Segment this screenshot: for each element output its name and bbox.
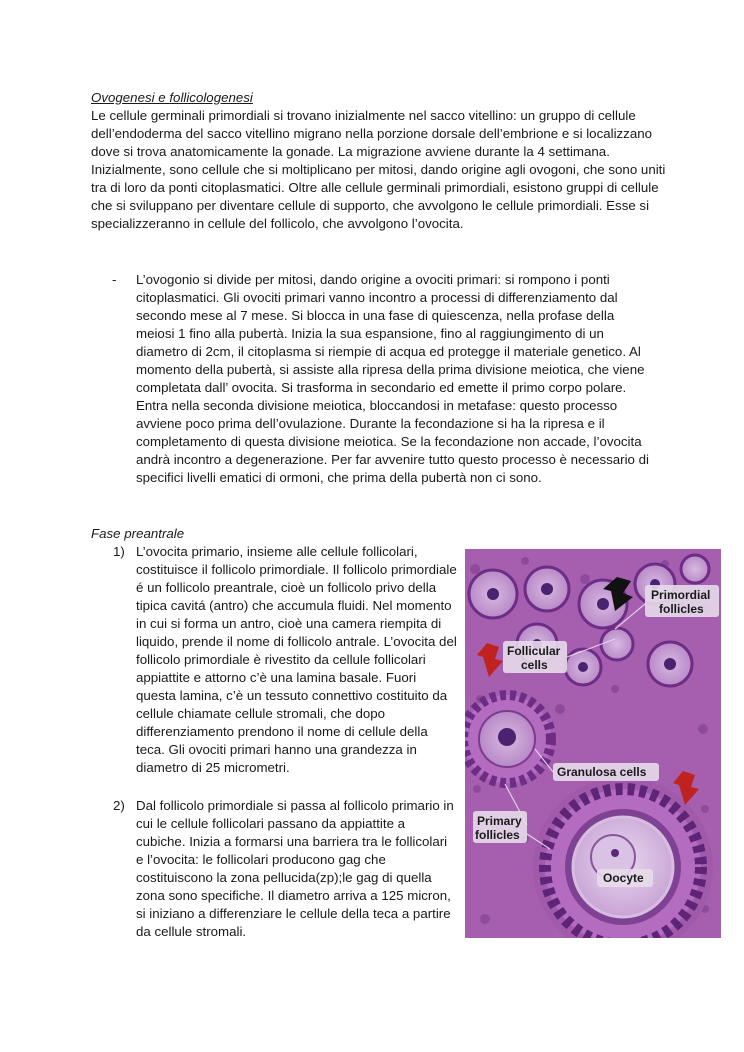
label-primordial: Primordial (651, 588, 711, 602)
list-item-text: L’ovocita primario, insieme alle cellule follicolari, costituisce il follicolo primordiale. Il follicolo primordiale é un follicolo preantrale, cioè un follicolo privo della tipica cavitá (antro) che accumula fluidi. Nel momento in cui si forma un antro, cioè una camera riempita di liquido, prende il nome di follicolo antrale. L’ovocita del follicolo primordiale è rivestito da cellule follicolari appiattite e attorno c’è una lamina basale. Fuori questa lamina, c’è un tessuto connettivo costituito da cellule chiamate cellule stromali, che dopo differenziamento prendono il nome di cellule della teca. Gli ovociti primari hanno una grandezza in diametro di 25 micrometri. (136, 544, 457, 775)
histology-micrograph (465, 549, 721, 938)
label-primary-follicles: follicles (475, 828, 520, 842)
list-item-number: 1) (113, 544, 125, 559)
label-primary: Primary (477, 814, 522, 828)
label-oocyte: Oocyte (603, 871, 644, 885)
bullet-marker: - (112, 272, 117, 287)
intro-paragraph: Le cellule germinali primordiali si trovano inizialmente nel sacco vitellino: un gruppo di cellule dell’endoderma del sacco vitellino migrano nella porzione dorsale dell’embrione e si localizzano dove si trova anatomicamente la gonade. La migrazione avviene durante la 4 settimana. Inizialmente, sono cellule che si moltiplicano per mitosi, dando origine agli ovogoni, che sono uniti tra di loro da ponti citoplasmatici. Oltre alle cellule germinali primordiali, esistono gruppi di cellule che si sviluppano per diventare cellule di supporto, che avvolgono le cellule primordiali. Esse si specializzeranno in cellule del follicolo, che avvolgono l’ovocita. (91, 108, 666, 231)
bullet-paragraph: L’ovogonio si divide per mitosi, dando origine a ovociti primari: si rompono i ponti citoplasmatici. Gli ovociti primari vanno incontro a processi di differenziamento dal secondo mese al 7 mese. Si blocca in una fase di quiescenza, nella profase della meiosi 1 fino alla pubertà. Inizia la sua espansione, fino al raggiungimento di un diametro di 2cm, il citoplasma si riempie di acqua ed protegge il materiale genetico. Al momento della pubertà, si assiste alla ripresa della prima divisione meiotica, che viene completata dall’ ovocita. Si trasforma in secondario ed emette il primo corpo polare. Entra nella seconda divisione meiotica, bloccandosi in metafase: questo processo avviene poco prima dell’ovulazione. Durante la fecondazione si ha la ripresa e il completamento di questa divisione meiotica. Se la fecondazione non accade, l’ovocita andrà incontro a degenerazione. Per far avvenire tutto questo processo è necessario di specifici livelli ematici di ormoni, che prima della pubertà non ci sono. (136, 272, 649, 485)
subheading-fase-preantrale: Fase preantrale (91, 526, 185, 541)
list-item-text: Dal follicolo primordiale si passa al follicolo primario in cui le cellule follicolari passano da appiattite a cubiche. Inizia a formarsi una barriera tra le follicolari e l’ovocita: le follicolari producono gag che costituiscono la zona pellucida(zp);le gag di quella zona sono specifiche. Il diametro arriva a 125 micron, si iniziano a differenziare le cellule della teca a partire da cellule stromali. (136, 798, 454, 939)
section-heading: Ovogenesi e follicologenesi (91, 90, 253, 105)
label-granulosa-cells: Granulosa cells (557, 765, 647, 779)
label-follicles: follicles (659, 602, 704, 616)
label-follicular: Follicular (507, 644, 561, 658)
label-cells: cells (521, 658, 548, 672)
list-item-number: 2) (113, 798, 125, 813)
